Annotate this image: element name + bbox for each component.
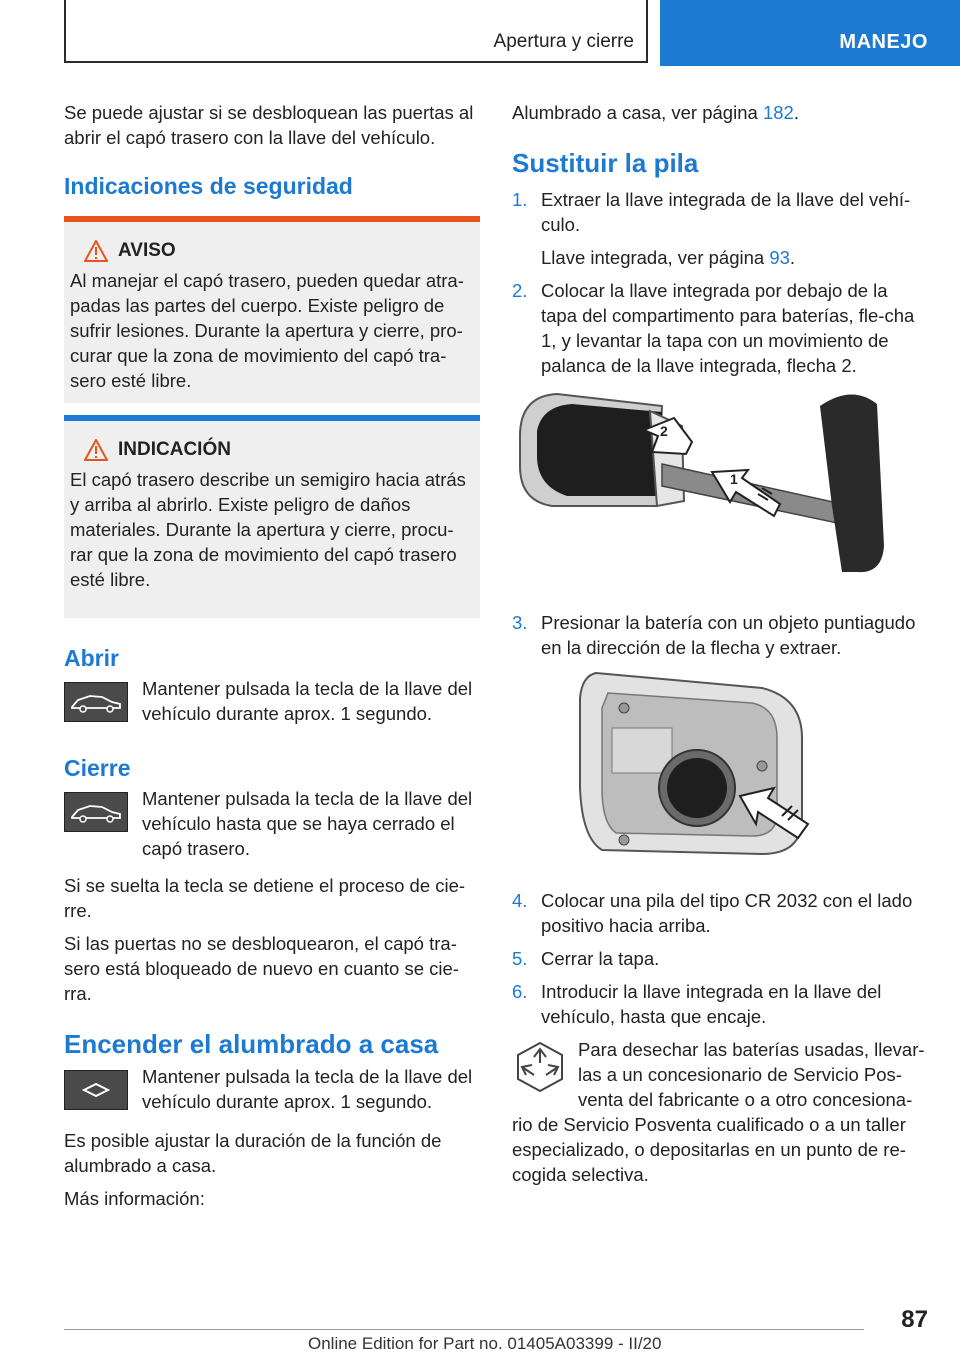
warning-box [64,222,480,403]
battery-steps-list [512,187,928,378]
home-light-text: Mantener pulsada la tecla de la llave del vehículo durante aprox. 1 segundo. [142,1066,473,1112]
figure-battery-compartment [512,668,928,878]
step-item [512,610,928,660]
step-item [512,946,928,971]
step-number: 3. [512,612,528,633]
home-light-paragraph-2: Es posible ajustar la duración de la función de alumbrado a casa. [64,1130,442,1176]
step-text: Colocar la llave integrada por debajo de la tapa del compartimento para baterías, fle-cha 1, y levantar la tapa con un movimiento de palanca de la llave integrada, flecha 2. [541,280,915,376]
step-number: 5. [512,948,528,969]
chapter-tab-label: MANEJO [839,31,928,53]
open-heading: Abrir [64,645,119,671]
key-fob-illustration [512,386,928,596]
tailgate-key-icon [64,682,128,722]
home-light-heading: Encender el alumbrado a casa [64,1029,439,1059]
step-number: 4. [512,890,528,911]
header-section-title: Apertura y cierre [493,31,634,52]
step-subtext-end: . [789,247,796,268]
warning-triangle-icon [84,240,108,262]
open-row [64,676,480,726]
step-text: Cerrar la tapa. [541,948,660,969]
home-light-paragraph-3: Más información: [64,1188,205,1209]
home-light-row [64,1064,480,1114]
caution-triangle-icon [84,439,108,461]
step-text: Presionar la batería con un objeto puntiagudo en la dirección de la flecha y extraer. [541,612,916,658]
step-item [512,187,928,270]
battery-steps-list-2 [512,610,928,660]
footer-divider [64,1329,864,1330]
warning-title-row [84,240,472,262]
recycle-icon [512,1039,568,1095]
right-column [512,100,928,1187]
arrow-label-2: 2 [660,423,668,439]
intro-paragraph: Se puede ajustar si se desbloquean las puertas al abrir el capó trasero con la llave del vehículo. [64,102,474,148]
step-number: 1. [512,189,528,210]
tailgate-key-icon [64,792,128,832]
battery-steps-list-3 [512,888,928,1029]
battery-compartment-illustration [512,668,928,878]
battery-heading: Sustituir la pila [512,148,699,178]
recycle-text-rest: rio de Servicio Posventa cualificado o a un taller especializado, o depositarlas en un punto de re-cogida selectiva. [512,1114,906,1185]
step-item [512,278,928,378]
step-subtext-label: Llave integrada, ver página [541,247,770,268]
notice-title: INDICACIÓN [118,439,231,460]
step-item [512,979,928,1029]
recycle-note [512,1037,928,1187]
step-number: 2. [512,280,528,301]
reference-text: Alumbrado a casa, ver página [512,102,763,123]
left-column [64,100,480,1211]
close-heading: Cierre [64,755,131,781]
home-light-key-icon [64,1070,128,1110]
step-subtext [541,245,928,270]
chapter-tab [660,0,960,66]
step-text: Introducir la llave integrada en la llave del vehículo, hasta que encaje. [541,981,882,1027]
recycle-text-lead: Para desechar las baterías usadas, llevar-las a un concesionario de Servicio Pos-venta del fabricante o a otro concesiona- [578,1039,925,1110]
notice-box [64,421,480,618]
warning-text: Al manejar el capó trasero, pueden quedar atra-padas las partes del cuerpo. Existe peligro de sufrir lesiones. Durante la apertura y cierre, pro-curar que la zona de movimiento del capó tra-sero esté libre. [70,270,464,391]
open-text: Mantener pulsada la tecla de la llave del vehículo durante aprox. 1 segundo. [142,678,473,724]
footer-edition: Online Edition for Part no. 01405A03399 - II/20 [308,1334,662,1353]
reference-page-link[interactable]: 182 [762,102,794,123]
warning-title: AVISO [118,240,176,261]
figure-integrated-key [512,386,928,596]
page-number: 87 [901,1306,928,1333]
step-text: Extraer la llave integrada de la llave del vehí-culo. [541,189,911,235]
reference-end: . [793,102,799,123]
close-paragraph-3: Si las puertas no se desbloquearon, el capó tra-sero está bloqueado de nuevo en cuanto se cie-rra. [64,933,459,1004]
close-text: Mantener pulsada la tecla de la llave del vehículo hasta que se haya cerrado el capó trasero. [142,788,473,859]
step-number: 6. [512,981,528,1002]
close-row [64,786,480,861]
step-item [512,888,928,938]
arrow-label-1: 1 [730,471,738,487]
step-text: Colocar una pila del tipo CR 2032 con el lado positivo hacia arriba. [541,890,913,936]
close-paragraph-2: Si se suelta la tecla se detiene el proceso de cie-rre. [64,875,466,921]
notice-title-row [84,439,472,461]
safety-heading: Indicaciones de seguridad [64,173,353,199]
notice-text: El capó trasero describe un semigiro hacia atrás y arriba al abrirlo. Existe peligro de daños materiales. Durante la apertura y cierre, procu-rar que la zona de movimiento del capó trasero esté libre. [70,469,466,590]
home-light-reference [512,100,928,125]
integrated-key-page-link[interactable]: 93 [769,247,790,268]
